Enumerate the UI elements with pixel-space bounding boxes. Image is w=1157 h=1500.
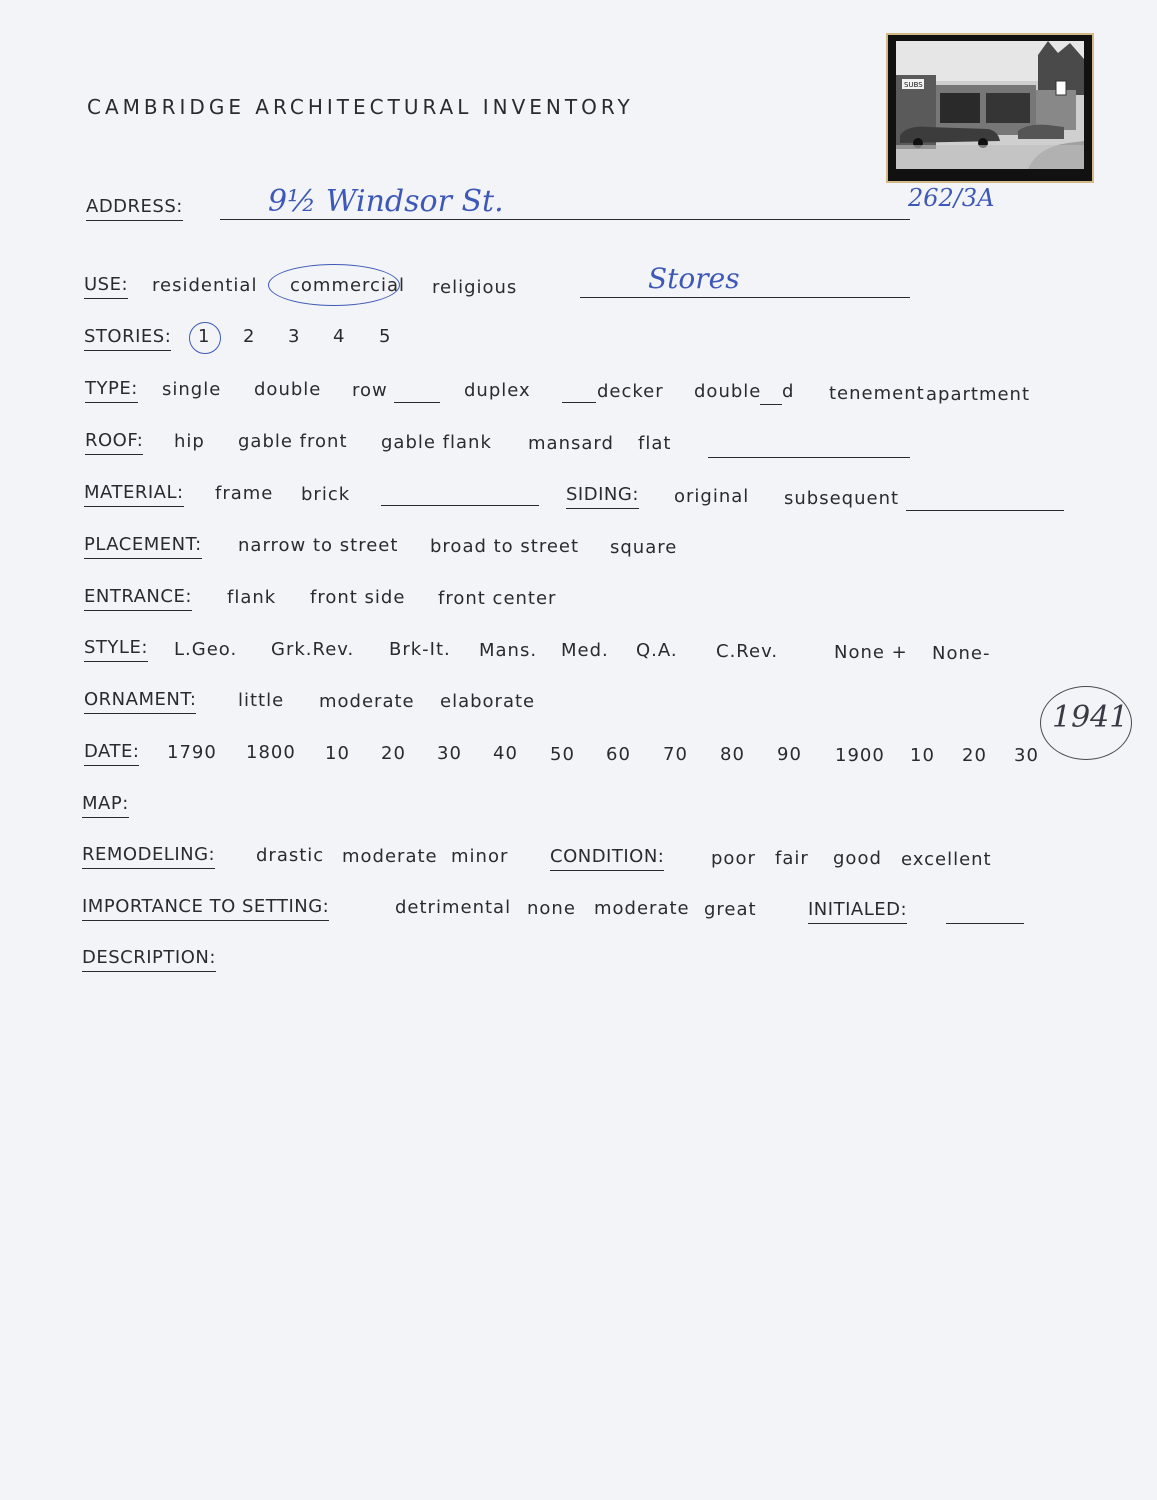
- address-label: ADDRESS:: [86, 196, 183, 221]
- stories-option-3[interactable]: 3: [288, 326, 301, 347]
- date-option-60[interactable]: 60: [606, 744, 631, 765]
- use-selected-circle: [268, 264, 400, 306]
- date-option-1790[interactable]: 1790: [167, 742, 217, 763]
- importance-option-detrimental[interactable]: detrimental: [395, 897, 512, 918]
- material-option-brick[interactable]: brick: [301, 484, 351, 505]
- style-option-brkit[interactable]: Brk-It.: [389, 639, 451, 660]
- importance-option-great[interactable]: great: [704, 899, 757, 920]
- remodeling-option-moderate[interactable]: moderate: [342, 846, 438, 867]
- address-line[interactable]: [220, 219, 910, 220]
- date-option-1900[interactable]: 1900: [835, 745, 885, 766]
- use-other-value: Stores: [648, 262, 740, 295]
- ornament-option-moderate[interactable]: moderate: [319, 691, 415, 712]
- condition-option-good[interactable]: good: [833, 848, 882, 869]
- date-option-1930[interactable]: 30: [1014, 745, 1039, 766]
- stories-option-2[interactable]: 2: [243, 326, 256, 347]
- use-option-religious[interactable]: religious: [432, 277, 518, 298]
- roof-option-gable-front[interactable]: gable front: [238, 431, 348, 452]
- date-option-70[interactable]: 70: [663, 744, 688, 765]
- siding-label: SIDING:: [566, 484, 639, 509]
- roof-option-gable-flank[interactable]: gable flank: [381, 432, 492, 453]
- type-label: TYPE:: [85, 378, 138, 403]
- ornament-option-little[interactable]: little: [238, 690, 285, 711]
- entrance-option-flank[interactable]: flank: [227, 587, 277, 608]
- date-label: DATE:: [84, 741, 139, 766]
- use-other-line[interactable]: [580, 297, 910, 298]
- date-option-90[interactable]: 90: [777, 744, 802, 765]
- roof-option-flat[interactable]: flat: [638, 433, 672, 454]
- roof-label: ROOF:: [85, 430, 143, 455]
- date-option-10[interactable]: 10: [325, 743, 350, 764]
- style-option-mans[interactable]: Mans.: [479, 640, 538, 661]
- date-option-50[interactable]: 50: [550, 744, 575, 765]
- date-option-40[interactable]: 40: [493, 743, 518, 764]
- material-label: MATERIAL:: [84, 482, 184, 507]
- stories-option-1[interactable]: 1: [198, 326, 211, 347]
- condition-label: CONDITION:: [550, 846, 664, 871]
- storefront-photo-image: [888, 35, 1092, 181]
- remodeling-option-minor[interactable]: minor: [451, 846, 509, 867]
- address-value: 9½ Windsor St.: [268, 184, 504, 219]
- stories-label: STORIES:: [84, 326, 171, 351]
- condition-option-excellent[interactable]: excellent: [901, 849, 992, 870]
- initialed-line[interactable]: [946, 923, 1024, 924]
- form-title: CAMBRIDGE ARCHITECTURAL INVENTORY: [87, 95, 634, 119]
- description-label: DESCRIPTION:: [82, 947, 216, 972]
- siding-option-original[interactable]: original: [674, 486, 750, 507]
- stories-selected-circle: [189, 322, 221, 354]
- roof-other-line[interactable]: [708, 457, 910, 458]
- date-option-1910[interactable]: 10: [910, 745, 935, 766]
- date-option-80[interactable]: 80: [720, 744, 745, 765]
- date-option-1920[interactable]: 20: [962, 745, 987, 766]
- type-decker-line[interactable]: [562, 402, 596, 403]
- type-option-decker[interactable]: decker: [597, 381, 664, 402]
- date-option-1800[interactable]: 1800: [246, 742, 296, 763]
- stories-option-5[interactable]: 5: [379, 326, 392, 347]
- style-label: STYLE:: [84, 637, 148, 662]
- importance-option-none[interactable]: none: [527, 898, 576, 919]
- condition-option-fair[interactable]: fair: [775, 848, 809, 869]
- style-option-crev[interactable]: C.Rev.: [716, 641, 779, 662]
- stories-option-4[interactable]: 4: [333, 326, 346, 347]
- date-handwritten-value: 1941: [1052, 700, 1129, 735]
- placement-label: PLACEMENT:: [84, 534, 202, 559]
- style-option-med[interactable]: Med.: [561, 640, 609, 661]
- remodeling-option-drastic[interactable]: drastic: [256, 845, 325, 866]
- style-option-lgeo[interactable]: L.Geo.: [174, 639, 238, 660]
- type-option-double[interactable]: double: [254, 379, 322, 400]
- reference-number: 262/3A: [908, 184, 995, 212]
- roof-option-mansard[interactable]: mansard: [528, 433, 614, 454]
- initialed-label: INITIALED:: [808, 899, 907, 924]
- type-option-d-suffix: d: [782, 381, 795, 402]
- style-option-grkrev[interactable]: Grk.Rev.: [271, 639, 355, 660]
- use-label: USE:: [84, 274, 128, 299]
- sign-text: SUBS: [904, 81, 923, 89]
- use-option-residential[interactable]: residential: [152, 275, 258, 296]
- type-option-double-d[interactable]: double: [694, 381, 762, 402]
- type-row-line[interactable]: [394, 402, 440, 403]
- type-option-apartment[interactable]: apartment: [926, 384, 1031, 405]
- placement-option-broad[interactable]: broad to street: [430, 536, 580, 557]
- entrance-label: ENTRANCE:: [84, 586, 192, 611]
- remodeling-label: REMODELING:: [82, 844, 215, 869]
- type-option-single[interactable]: single: [162, 379, 222, 400]
- importance-label: IMPORTANCE TO SETTING:: [82, 896, 329, 921]
- ornament-label: ORNAMENT:: [84, 689, 196, 714]
- type-option-row[interactable]: row: [352, 380, 388, 401]
- type-option-duplex[interactable]: duplex: [464, 380, 531, 401]
- style-option-qa[interactable]: Q.A.: [636, 640, 678, 661]
- siding-option-subsequent[interactable]: subsequent: [784, 488, 900, 509]
- entrance-option-front-side[interactable]: front side: [310, 587, 406, 608]
- map-label: MAP:: [82, 793, 129, 818]
- roof-option-hip[interactable]: hip: [174, 431, 205, 452]
- date-option-20[interactable]: 20: [381, 743, 406, 764]
- material-other-line[interactable]: [381, 505, 539, 506]
- material-option-frame[interactable]: frame: [215, 483, 274, 504]
- use-option-commercial[interactable]: commercial: [290, 275, 405, 296]
- placement-option-square[interactable]: square: [610, 537, 678, 558]
- style-option-none-plus[interactable]: None +: [834, 642, 908, 663]
- entrance-option-front-center[interactable]: front center: [438, 588, 557, 609]
- type-double-d-line[interactable]: [760, 404, 782, 405]
- siding-other-line[interactable]: [906, 510, 1064, 511]
- placement-option-narrow[interactable]: narrow to street: [238, 535, 399, 556]
- importance-option-moderate[interactable]: moderate: [594, 898, 690, 919]
- type-option-tenement[interactable]: tenement: [829, 383, 925, 404]
- style-option-none-minus[interactable]: None-: [932, 643, 991, 664]
- ornament-option-elaborate[interactable]: elaborate: [440, 691, 536, 712]
- building-photo: [886, 33, 1094, 183]
- date-option-30[interactable]: 30: [437, 743, 462, 764]
- condition-option-poor[interactable]: poor: [711, 848, 756, 869]
